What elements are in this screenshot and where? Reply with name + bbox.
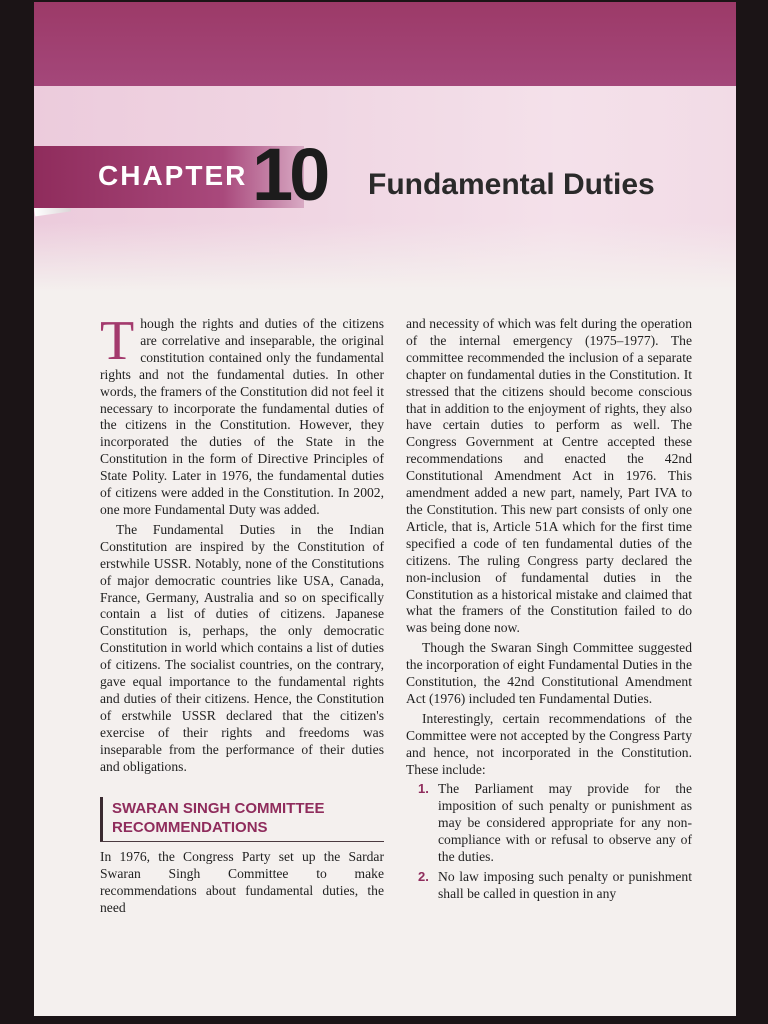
paragraph-emergency: and necessity of which was felt during the operation of the internal emergency (1975–1977). The committee recommended the inclusion of a separate chapter on fundamental duties in the Constitution. It stressed that the citizens should become conscious that in addition to the enjoyment of rights, they also have certain duties to perform as well. The Congress Government at Centre accepted these recommendations and enacted the 42nd Constitutional Amendment Act in 1976. This amendment added a new part, namely, Part IVA to the Constitution. This new part consists of only one Article, that is, Article 51A which for the first time specified a code of ten fundamental duties of the citizens. The ruling Congress party declared the non-inclusion of fundamental duties in the Constitution as a historical mistake and claimed that what the framers of the Constitution failed to do was being done now. (406, 316, 692, 636)
section-rule (100, 841, 384, 842)
right-column (406, 316, 692, 906)
chapter-number: 10 (252, 133, 327, 216)
paragraph-eight-duties: Though the Swaran Singh Committee suggested the incorporation of eight Fundamental Duties in the Constitution, the 42nd Constitutional Amendment Act (1976) included ten Fundamental Duties. (406, 640, 692, 706)
paragraph-committee: In 1976, the Congress Party set up the Sardar Swaran Singh Committee to make recommendations about fundamental duties, the need (100, 849, 384, 916)
list-item-number: 2. (418, 869, 429, 884)
list-item-text: No law imposing such penalty or punishment shall be called in question in any (438, 869, 692, 901)
chapter-word: CHAPTER (98, 160, 248, 191)
paragraph-recommendations: Interestingly, certain recommendations of the Committee were not accepted by the Congress Party and hence, not incorporated in the Constitution. These include: (406, 710, 692, 777)
list-item-text: The Parliament may provide for the imposition of such penalty or punishment as may be considered appropriate for any non-compliance with or refusal to observe any of the duties. (438, 781, 692, 865)
chapter-title: Fundamental Duties (368, 168, 655, 201)
paragraph-ussr: The Fundamental Duties in the Indian Constitution are inspired by the Constitution of erstwhile USSR. Notably, none of the Constitutions of major democratic countries like USA, Canada, France, Germany, Australia and so on specifically contain a list of duties of citizens. Japanese Constitution is, perhaps, the only democratic Constitution in world which contains a list of duties of citizens. The socialist countries, on the contrary, gave equal importance to the fundamental rights and duties of their citizens. Hence, the Constitution of erstwhile USSR declared that the citizen's exercise of their rights and freedoms was inseparable from the performance of their duties and obligations. (100, 521, 384, 774)
left-column (100, 310, 384, 920)
book-page (34, 2, 736, 1016)
recommendation-list (406, 781, 692, 902)
section-heading (100, 799, 384, 837)
section-heading-line1: SWARAN SINGH COMMITTEE (112, 800, 325, 818)
list-item (406, 869, 692, 903)
list-item-number: 1. (418, 781, 429, 797)
section-heading-line2: RECOMMENDATIONS (112, 819, 268, 837)
list-item (406, 781, 692, 866)
header-band (34, 2, 736, 86)
drop-cap: T (100, 310, 135, 372)
intro-text: hough the rights and duties of the citizens are correlative and inseparable, the original constitution contained only the fundamental rights and not the fundamental duties. In other words, the framers of the Constitution did not feel it necessary to incorporate the fundamental duties of the citizens in the Constitution. However, they incorporated the duties of the State in the Constitution in the form of Directive Principles of State Polity. Later in 1976, the fundamental duties of citizens were added in the Constitution. In 2002, one more Fundamental Duty was added. (100, 316, 384, 517)
intro-paragraph (100, 310, 384, 519)
